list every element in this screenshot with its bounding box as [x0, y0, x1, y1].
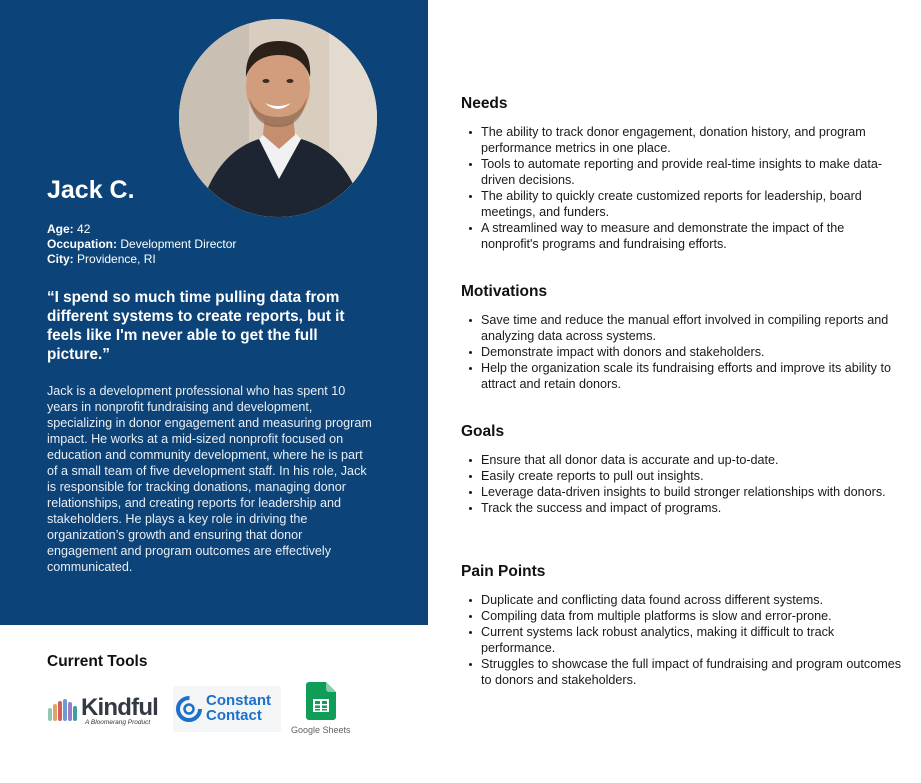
goals-item: Leverage data-driven insights to build stronger relationships with donors.: [461, 484, 901, 500]
city-label: City:: [47, 252, 74, 266]
motivations-title: Motivations: [461, 283, 548, 300]
google-sheets-name: Google Sheets: [291, 725, 351, 735]
constant-contact-line1: Constant: [206, 692, 271, 709]
occupation-row: [47, 237, 236, 252]
pain-points-item: Current systems lack robust analytics, making it difficult to track performance.: [461, 624, 901, 656]
motivations-list: [461, 312, 901, 392]
persona-bio: Jack is a development professional who has spent 10 years in nonprofit fundraising and development, specializing in donor engagement and measuring program impact. He works at a mid-sized nonprofit focused on education and community development, where he is part of a small team of five development staff. In his role, Jack is responsible for tracking donations, managing donor relationships, and creating reports for leadership and stakeholders. He plays a key role in driving the organization’s growth and ensuring that donor engagement and program outcomes are effectively communicated.: [47, 384, 372, 574]
kindful-name: Kindful: [81, 694, 159, 721]
needs-item: The ability to quickly create customized reports for leadership, board meetings, and funders.: [461, 188, 901, 220]
persona-panel: [0, 0, 428, 625]
needs-item: The ability to track donor engagement, donation history, and program performance metrics in one place.: [461, 124, 901, 156]
persona-name: Jack C.: [47, 176, 135, 204]
city-row: [47, 252, 236, 267]
persona-photo: [179, 19, 377, 217]
city-value: Providence, RI: [77, 252, 156, 266]
motivations-item: Demonstrate impact with donors and stakeholders.: [461, 344, 901, 360]
age-row: [47, 222, 236, 237]
age-label: Age:: [47, 222, 74, 236]
occupation-value: Development Director: [120, 237, 237, 251]
goals-title: Goals: [461, 423, 505, 440]
goals-section: [461, 423, 901, 516]
needs-item: Tools to automate reporting and provide real-time insights to make data-driven decisions.: [461, 156, 901, 188]
motivations-item: Save time and reduce the manual effort involved in compiling reports and analyzing data across systems.: [461, 312, 901, 344]
persona-avatar-illustration: [179, 19, 377, 217]
occupation-label: Occupation:: [47, 237, 118, 251]
google-sheets-logo: [291, 682, 353, 738]
needs-title: Needs: [461, 95, 508, 112]
pain-points-section: [461, 563, 901, 688]
pain-points-item: Duplicate and conflicting data found across different systems.: [461, 592, 901, 608]
persona-quote: “I spend so much time pulling data from different systems to create reports, but it feels like I'm never able to get the full picture.”: [47, 289, 345, 363]
goals-item: Easily create reports to pull out insights.: [461, 468, 901, 484]
needs-list: [461, 124, 901, 252]
constant-contact-icon: [175, 695, 203, 723]
pain-points-title: Pain Points: [461, 563, 546, 580]
pain-points-item: Compiling data from multiple platforms is slow and error-prone.: [461, 608, 901, 624]
goals-list: [461, 452, 901, 516]
goals-item: Ensure that all donor data is accurate and up-to-date.: [461, 452, 901, 468]
google-sheets-icon: [306, 682, 336, 720]
constant-contact-line2: Contact: [206, 707, 262, 724]
age-value: 42: [77, 222, 91, 236]
kindful-logo: [48, 694, 164, 730]
pain-points-list: [461, 592, 901, 688]
pain-points-item: Struggles to showcase the full impact of fundraising and program outcomes to donors and stakeholders.: [461, 656, 901, 688]
goals-item: Track the success and impact of programs.: [461, 500, 901, 516]
motivations-section: [461, 283, 901, 392]
needs-section: [461, 95, 901, 252]
constant-contact-logo: [173, 686, 281, 732]
kindful-bars-icon: [48, 699, 80, 721]
kindful-tagline: A Bloomerang Product: [85, 719, 151, 726]
motivations-item: Help the organization scale its fundraising efforts and improve its ability to attract and retain donors.: [461, 360, 901, 392]
constant-contact-name: [206, 693, 271, 723]
persona-details: [47, 222, 236, 267]
current-tools-title: Current Tools: [47, 653, 148, 670]
needs-item: A streamlined way to measure and demonstrate the impact of the nonprofit's programs and fundraising efforts.: [461, 220, 901, 252]
